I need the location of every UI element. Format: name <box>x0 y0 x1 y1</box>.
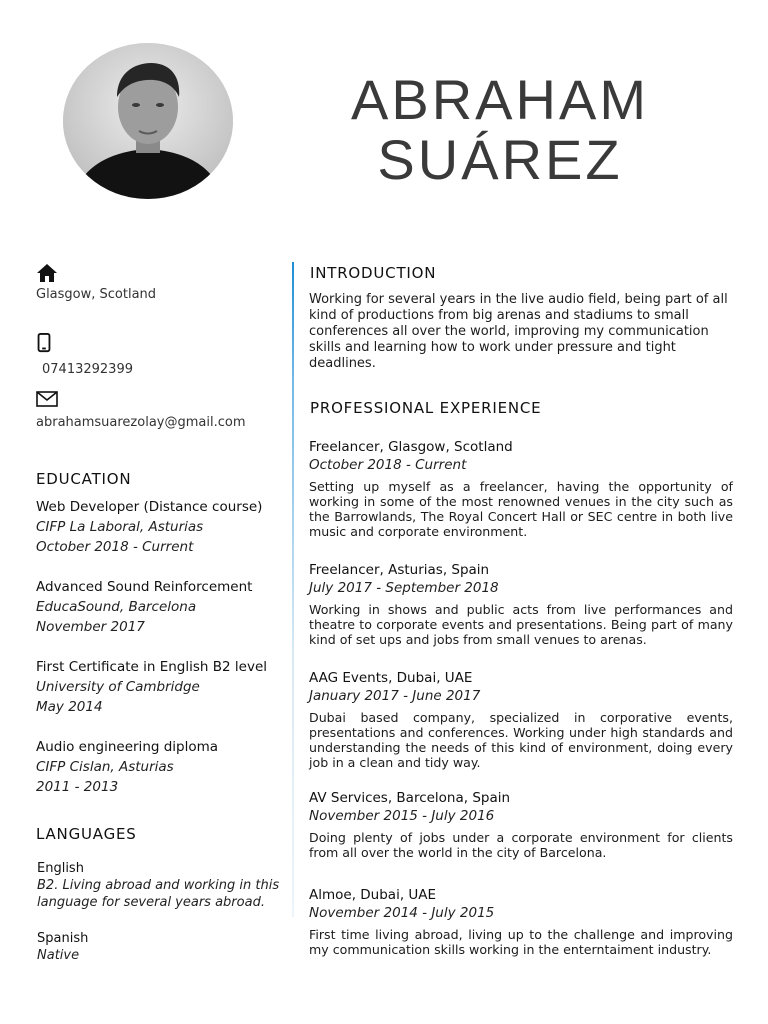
experience-text: First time living abroad, living up to the challenge and improving my communication skills working in the enterntaiment industry. <box>309 927 733 957</box>
education-item <box>36 657 286 717</box>
experience-title: Freelancer, Asturias, Spain <box>309 562 490 578</box>
education-date: November 2017 <box>36 619 145 635</box>
phone-icon <box>36 333 52 353</box>
candidate-name <box>300 70 700 190</box>
experience-text: Setting up myself as a freelancer, having the opportunity of working in some of the most renowned venues in the city such as the Barrowlands, The Royal Concert Hall or SEC centre in both live music and corporate environment. <box>309 479 733 539</box>
mail-icon <box>36 389 58 409</box>
experience-date: January 2017 - June 2017 <box>309 688 481 704</box>
education-date: October 2018 - Current <box>36 539 194 555</box>
experience-heading: PROFESSIONAL EXPERIENCE <box>310 399 542 417</box>
experience-date: November 2015 - July 2016 <box>309 808 495 824</box>
education-place: CIFP La Laboral, Asturias <box>36 519 204 535</box>
education-place: University of Cambridge <box>36 679 200 695</box>
experience-text: Doing plenty of jobs under a corporate environment for clients from all over the world in the city of Barcelona. <box>309 830 733 860</box>
profile-photo-image <box>63 43 233 199</box>
experience-text: Dubai based company, specialized in corporative events, presentations and conferences. Working under high standards and understanding the needs of this kind of environment, doing every job in a clean and tidy way. <box>309 710 733 770</box>
experience-date: November 2014 - July 2015 <box>309 905 495 921</box>
education-title: Web Developer (Distance course) <box>36 499 263 515</box>
home-icon <box>36 263 58 283</box>
education-title: Audio engineering diploma <box>36 739 219 755</box>
contact-location: Glasgow, Scotland <box>36 287 157 302</box>
education-item <box>36 737 286 797</box>
language-desc: B2. Living abroad and working in this language for several years abroad. <box>37 878 280 910</box>
experience-date: July 2017 - September 2018 <box>309 580 499 596</box>
introduction-heading: INTRODUCTION <box>310 264 437 282</box>
name-last: SUÁREZ <box>377 128 623 191</box>
experience-title: AAG Events, Dubai, UAE <box>309 670 473 686</box>
education-title: First Certificate in English B2 level <box>36 659 267 675</box>
experience-title: Freelancer, Glasgow, Scotland <box>309 439 513 455</box>
education-item <box>36 577 286 637</box>
experience-text: Working in shows and public acts from live performances and theatre to corporate events and presentations. Being part of many kind of set ups and jobs from small venues to arenas. <box>309 602 733 647</box>
languages-heading: LANGUAGES <box>36 825 137 843</box>
language-item <box>37 930 287 964</box>
language-name: Spanish <box>37 931 89 946</box>
name-first: ABRAHAM <box>351 68 649 131</box>
column-divider <box>292 262 294 917</box>
experience-title: AV Services, Barcelona, Spain <box>309 790 511 806</box>
education-title: Advanced Sound Reinforcement <box>36 579 253 595</box>
experience-item <box>309 562 733 647</box>
education-place: EducaSound, Barcelona <box>36 599 197 615</box>
introduction-text: Working for several years in the live audio field, being part of all kind of productions from big arenas and stadiums to small conferences all over the world, improving my communication skills and learning how to work under pressure and tight deadlines. <box>309 292 728 371</box>
experience-title: Almoe, Dubai, UAE <box>309 887 437 903</box>
experience-date: October 2018 - Current <box>309 457 467 473</box>
education-date: 2011 - 2013 <box>36 779 119 795</box>
language-desc: Native <box>37 948 80 963</box>
experience-item <box>309 790 733 860</box>
education-item <box>36 497 286 557</box>
experience-item <box>309 439 733 539</box>
education-date: May 2014 <box>36 699 103 715</box>
language-item <box>37 860 287 911</box>
experience-item <box>309 887 733 957</box>
contact-phone[interactable]: 07413292399 <box>42 362 133 377</box>
profile-photo <box>63 43 233 199</box>
education-heading: EDUCATION <box>36 470 132 488</box>
contact-email[interactable]: abrahamsuarezolay@gmail.com <box>36 415 246 430</box>
experience-item <box>309 670 733 770</box>
language-name: English <box>37 861 84 876</box>
education-place: CIFP Cislan, Asturias <box>36 759 174 775</box>
